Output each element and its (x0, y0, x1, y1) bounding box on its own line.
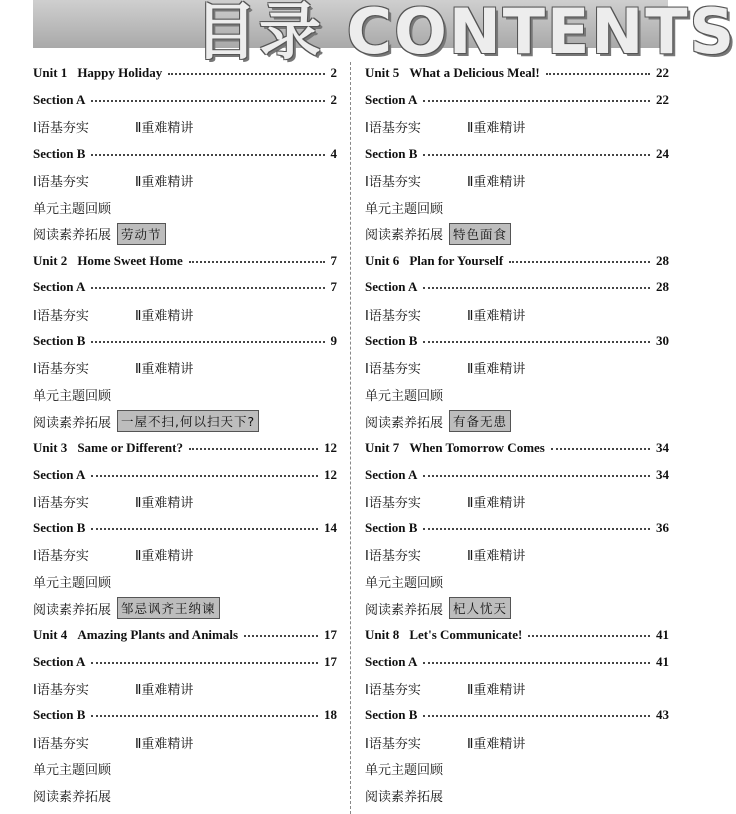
page-number: 7 (330, 252, 337, 268)
subsection-row (365, 301, 669, 328)
subsection-basic[interactable]: Ⅰ语基夯实 (365, 549, 421, 565)
reading-label: 阅读素养拓展 (33, 228, 112, 244)
dot-leader (546, 73, 650, 75)
subsection-basic[interactable]: Ⅰ语基夯实 (33, 174, 89, 190)
section-b-entry[interactable] (33, 328, 337, 355)
reading-extension[interactable] (33, 221, 337, 248)
dot-leader (168, 73, 324, 75)
reading-label: 阅读素养拓展 (33, 415, 112, 431)
subsection-row (33, 167, 337, 194)
reading-extension[interactable] (365, 782, 669, 809)
entry-label: Section A (365, 92, 418, 108)
page-number: 4 (330, 145, 337, 161)
toc-column-right (365, 60, 669, 809)
entry-label: Section B (365, 520, 418, 536)
entry-label: Unit 5 (365, 65, 400, 81)
page-number: 7 (330, 279, 337, 295)
reading-label: 阅读素养拓展 (33, 602, 112, 618)
section-b-entry[interactable] (365, 328, 669, 355)
subsection-row (33, 542, 337, 569)
section-a-entry[interactable] (365, 87, 669, 114)
subsection-row (33, 354, 337, 381)
page-number: 34 (656, 439, 669, 455)
banner-title: 目录 CONTENTS (195, 0, 736, 68)
subsection-basic[interactable]: Ⅰ语基夯实 (33, 121, 89, 137)
section-a-entry[interactable] (365, 461, 669, 488)
unit-review[interactable]: 单元主题回顾 (33, 201, 112, 217)
page-number: 2 (330, 65, 337, 81)
section-a-entry[interactable] (365, 274, 669, 301)
entry-label: Unit 3 (33, 439, 68, 455)
dot-leader (189, 448, 318, 450)
subsection-row (33, 114, 337, 141)
entry-title: What a Delicious Meal! (409, 65, 540, 81)
page-number: 34 (656, 466, 669, 482)
entry-label: Section B (365, 332, 418, 348)
subsection-key[interactable]: Ⅱ重难精讲 (135, 362, 194, 378)
page-number: 22 (656, 92, 669, 108)
subsection-key[interactable]: Ⅱ重难精讲 (467, 308, 526, 324)
entry-label: Section B (33, 145, 86, 161)
section-a-entry[interactable] (365, 649, 669, 676)
reading-extension[interactable] (365, 595, 669, 622)
subsection-row (365, 167, 669, 194)
section-a-entry[interactable] (33, 87, 337, 114)
unit-review[interactable]: 单元主题回顾 (365, 763, 444, 779)
entry-title: Happy Holiday (77, 65, 163, 81)
section-b-entry[interactable] (365, 702, 669, 729)
page-number: 14 (324, 520, 337, 536)
reading-extension[interactable] (33, 595, 337, 622)
entry-label: Section B (33, 332, 86, 348)
subsection-basic[interactable]: Ⅰ语基夯实 (365, 495, 421, 511)
page-number: 12 (324, 466, 337, 482)
entry-label: Unit 1 (33, 65, 68, 81)
page-number: 30 (656, 332, 669, 348)
dot-leader (244, 635, 318, 637)
page-number: 24 (656, 145, 669, 161)
subsection-basic[interactable]: Ⅰ语基夯实 (365, 308, 421, 324)
unit-review[interactable]: 单元主题回顾 (33, 763, 112, 779)
subsection-key[interactable]: Ⅱ重难精讲 (467, 736, 526, 752)
unit-review[interactable]: 单元主题回顾 (365, 201, 444, 217)
reading-topic-tag[interactable]: 有备无患 (449, 410, 511, 432)
subsection-basic[interactable]: Ⅰ语基夯实 (33, 362, 89, 378)
subsection-basic[interactable]: Ⅰ语基夯实 (365, 174, 421, 190)
entry-label: Unit 6 (365, 252, 400, 268)
toc-column-left (33, 60, 337, 809)
subsection-row (365, 354, 669, 381)
section-b-entry[interactable] (365, 515, 669, 542)
dot-leader (423, 154, 650, 156)
subsection-key[interactable]: Ⅱ重难精讲 (467, 549, 526, 565)
page-number: 41 (656, 627, 669, 643)
subsection-key[interactable]: Ⅱ重难精讲 (467, 495, 526, 511)
reading-extension[interactable] (365, 221, 669, 248)
reading-topic-tag[interactable]: 杞人忧天 (449, 597, 511, 619)
reading-label: 阅读素养拓展 (365, 790, 444, 806)
section-b-entry[interactable] (33, 515, 337, 542)
entry-label: Unit 8 (365, 627, 400, 643)
entry-label: Section A (365, 466, 418, 482)
entry-label: Section A (33, 466, 86, 482)
dot-leader (91, 715, 318, 717)
subsection-key[interactable]: Ⅱ重难精讲 (135, 495, 194, 511)
section-a-entry[interactable] (33, 274, 337, 301)
entry-title: Same or Different? (77, 439, 183, 455)
section-a-entry[interactable] (33, 461, 337, 488)
entry-label: Section B (33, 520, 86, 536)
subsection-basic[interactable]: Ⅰ语基夯实 (365, 736, 421, 752)
reading-label: 阅读素养拓展 (365, 602, 444, 618)
subsection-basic[interactable]: Ⅰ语基夯实 (365, 362, 421, 378)
subsection-row (365, 114, 669, 141)
reading-topic-tag[interactable]: 特色面食 (449, 223, 511, 245)
page-number: 12 (324, 439, 337, 455)
unit-entry[interactable] (33, 247, 337, 274)
dot-leader (91, 475, 318, 477)
entry-label: Section A (33, 92, 86, 108)
dot-leader (91, 287, 324, 289)
dot-leader (91, 528, 318, 530)
dot-leader (189, 261, 325, 263)
unit-review[interactable]: 单元主题回顾 (365, 576, 444, 592)
unit-entry[interactable] (365, 435, 669, 462)
dot-leader (423, 528, 650, 530)
dot-leader (423, 287, 650, 289)
page-number: 22 (656, 65, 669, 81)
reading-extension[interactable] (33, 408, 337, 435)
entry-label: Section B (33, 707, 86, 723)
page-number: 18 (324, 707, 337, 723)
unit-entry[interactable] (33, 60, 337, 87)
reading-topic-tag[interactable]: 劳动节 (117, 223, 166, 245)
dot-leader (423, 100, 650, 102)
entry-label: Section A (33, 279, 86, 295)
contents-banner (33, 0, 736, 68)
subsection-key[interactable]: Ⅱ重难精讲 (135, 549, 194, 565)
subsection-row (365, 488, 669, 515)
entry-label: Section B (365, 145, 418, 161)
subsection-basic[interactable]: Ⅰ语基夯实 (33, 495, 89, 511)
subsection-key[interactable]: Ⅱ重难精讲 (467, 121, 526, 137)
subsection-row (33, 301, 337, 328)
subsection-key[interactable]: Ⅱ重难精讲 (135, 308, 194, 324)
reading-extension[interactable] (365, 408, 669, 435)
section-a-entry[interactable] (33, 649, 337, 676)
dot-leader (509, 261, 650, 263)
subsection-key[interactable]: Ⅱ重难精讲 (467, 362, 526, 378)
subsection-key[interactable]: Ⅱ重难精讲 (135, 174, 194, 190)
entry-title: Amazing Plants and Animals (77, 627, 239, 643)
subsection-basic[interactable]: Ⅰ语基夯实 (33, 308, 89, 324)
unit-entry[interactable] (33, 622, 337, 649)
entry-label: Section A (365, 279, 418, 295)
unit-entry[interactable] (365, 622, 669, 649)
dot-leader (423, 341, 650, 343)
page-number: 36 (656, 520, 669, 536)
subsection-basic[interactable]: Ⅰ语基夯实 (33, 736, 89, 752)
dot-leader (91, 154, 324, 156)
unit-review[interactable]: 单元主题回顾 (33, 576, 112, 592)
dot-leader (91, 341, 324, 343)
column-divider (350, 62, 351, 814)
entry-title: Home Sweet Home (77, 252, 183, 268)
dot-leader (528, 635, 650, 637)
page-number: 43 (656, 707, 669, 723)
reading-label: 阅读素养拓展 (33, 790, 112, 806)
subsection-key[interactable]: Ⅱ重难精讲 (467, 174, 526, 190)
subsection-key[interactable]: Ⅱ重难精讲 (467, 683, 526, 699)
unit-entry[interactable] (365, 60, 669, 87)
reading-extension[interactable] (33, 782, 337, 809)
subsection-basic[interactable]: Ⅰ语基夯实 (33, 549, 89, 565)
entry-label: Unit 2 (33, 252, 68, 268)
entry-title: Let's Communicate! (409, 627, 523, 643)
dot-leader (91, 662, 318, 664)
subsection-row (365, 542, 669, 569)
section-b-entry[interactable] (33, 140, 337, 167)
unit-entry[interactable] (33, 435, 337, 462)
dot-leader (423, 475, 650, 477)
subsection-key[interactable]: Ⅱ重难精讲 (135, 683, 194, 699)
entry-label: Section A (365, 653, 418, 669)
unit-entry[interactable] (365, 247, 669, 274)
reading-label: 阅读素养拓展 (365, 228, 444, 244)
reading-topic-tag[interactable]: 一屋不扫,何以扫天下? (117, 410, 259, 432)
subsection-row (365, 729, 669, 756)
dot-leader (423, 715, 650, 717)
entry-title: Plan for Yourself (409, 252, 504, 268)
page-number: 41 (656, 653, 669, 669)
entry-label: Section A (33, 653, 86, 669)
entry-label: Section B (365, 707, 418, 723)
entry-label: Unit 7 (365, 439, 400, 455)
subsection-row (33, 675, 337, 702)
subsection-key[interactable]: Ⅱ重难精讲 (135, 736, 194, 752)
subsection-key[interactable]: Ⅱ重难精讲 (135, 121, 194, 137)
section-b-entry[interactable] (365, 140, 669, 167)
page-number: 2 (330, 92, 337, 108)
page-number: 28 (656, 279, 669, 295)
reading-label: 阅读素养拓展 (365, 415, 444, 431)
subsection-row (33, 488, 337, 515)
dot-leader (423, 662, 650, 664)
section-b-entry[interactable] (33, 702, 337, 729)
entry-title: When Tomorrow Comes (409, 439, 545, 455)
page-number: 17 (324, 653, 337, 669)
dot-leader (551, 448, 650, 450)
subsection-basic[interactable]: Ⅰ语基夯实 (33, 683, 89, 699)
subsection-row (365, 675, 669, 702)
subsection-basic[interactable]: Ⅰ语基夯实 (365, 121, 421, 137)
unit-review[interactable]: 单元主题回顾 (33, 388, 112, 404)
subsection-row (33, 729, 337, 756)
unit-review[interactable]: 单元主题回顾 (365, 388, 444, 404)
reading-topic-tag[interactable]: 邹忌讽齐王纳谏 (117, 597, 220, 619)
subsection-basic[interactable]: Ⅰ语基夯实 (365, 683, 421, 699)
page-number: 28 (656, 252, 669, 268)
page-number: 9 (330, 332, 337, 348)
dot-leader (91, 100, 324, 102)
entry-label: Unit 4 (33, 627, 68, 643)
page-number: 17 (324, 627, 337, 643)
